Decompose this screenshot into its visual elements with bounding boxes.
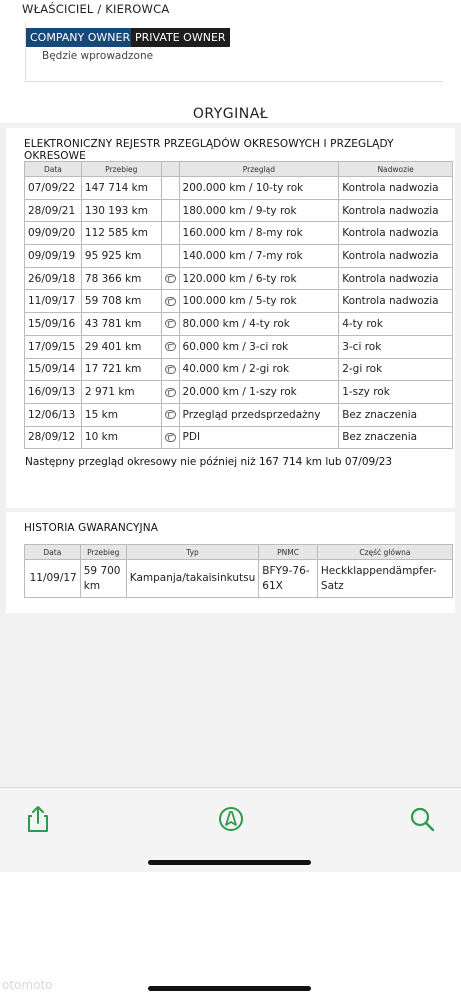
cell-icon bbox=[161, 313, 179, 336]
cell-mileage: 15 km bbox=[81, 403, 161, 426]
cell-body: Kontrola nadwozia bbox=[339, 245, 453, 268]
next-inspection-note: Następny przegląd okresowy nie później niż 167 714 km lub 07/09/23 bbox=[25, 456, 393, 468]
inspections-section bbox=[6, 128, 455, 508]
search-icon[interactable] bbox=[409, 805, 435, 833]
cell-service: 140.000 km / 7-my rok bbox=[179, 245, 339, 268]
cell-icon bbox=[161, 403, 179, 426]
cell-date: 09/09/20 bbox=[25, 222, 82, 245]
cell-icon bbox=[161, 267, 179, 290]
table-row bbox=[25, 313, 453, 336]
cell-icon bbox=[161, 426, 179, 449]
blank-area bbox=[0, 872, 461, 999]
mazda-logo-icon bbox=[165, 433, 176, 442]
warranty-table bbox=[24, 544, 453, 598]
inspections-table bbox=[24, 161, 453, 449]
col-icon bbox=[161, 162, 179, 177]
cell-date: 17/09/15 bbox=[25, 335, 82, 358]
w-cell-pnmc: BFY9-76-61X bbox=[259, 560, 318, 598]
owner-row bbox=[25, 22, 443, 82]
w-col-pnmc: PNMC bbox=[259, 545, 318, 560]
cell-date: 26/09/18 bbox=[25, 267, 82, 290]
cell-service: Przegląd przedsprzedażny bbox=[179, 403, 339, 426]
cell-mileage: 10 km bbox=[81, 426, 161, 449]
col-date: Data bbox=[25, 162, 82, 177]
mazda-logo-icon bbox=[165, 365, 176, 374]
w-col-type: Typ bbox=[126, 545, 259, 560]
w-col-mileage: Przebieg bbox=[80, 545, 126, 560]
cell-icon bbox=[161, 335, 179, 358]
owner-note: Będzie wprowadzone bbox=[42, 50, 154, 62]
col-service: Przegląd bbox=[179, 162, 339, 177]
cell-body: Kontrola nadwozia bbox=[339, 177, 453, 200]
col-body: Nadwozie bbox=[339, 162, 453, 177]
cell-icon bbox=[161, 290, 179, 313]
cell-mileage: 43 781 km bbox=[81, 313, 161, 336]
table-row bbox=[25, 199, 453, 222]
cell-service: 160.000 km / 8-my rok bbox=[179, 222, 339, 245]
cell-date: 09/09/19 bbox=[25, 245, 82, 268]
cell-date: 16/09/13 bbox=[25, 381, 82, 404]
cell-body: Kontrola nadwozia bbox=[339, 199, 453, 222]
table-row bbox=[25, 267, 453, 290]
watermark: otomoto bbox=[2, 978, 53, 992]
cell-body: 3-ci rok bbox=[339, 335, 453, 358]
cell-icon bbox=[161, 222, 179, 245]
table-row bbox=[25, 222, 453, 245]
mazda-logo-icon bbox=[165, 388, 176, 397]
mazda-logo-icon bbox=[165, 342, 176, 351]
cell-mileage: 130 193 km bbox=[81, 199, 161, 222]
cell-mileage: 95 925 km bbox=[81, 245, 161, 268]
original-heading: ORYGINAŁ bbox=[0, 95, 461, 123]
cell-service: 180.000 km / 9-ty rok bbox=[179, 199, 339, 222]
w-cell-type: Kampanja/takaisinkutsu bbox=[126, 560, 259, 598]
col-mileage: Przebieg bbox=[81, 162, 161, 177]
cell-date: 15/09/14 bbox=[25, 358, 82, 381]
cell-icon bbox=[161, 199, 179, 222]
cell-mileage: 29 401 km bbox=[81, 335, 161, 358]
w-cell-part: Heckklappendämpfer-Satz bbox=[317, 560, 452, 598]
table-row bbox=[25, 358, 453, 381]
company-owner-button[interactable]: COMPANY OWNER bbox=[26, 28, 134, 47]
cell-body: Kontrola nadwozia bbox=[339, 290, 453, 313]
table-row bbox=[25, 290, 453, 313]
owner-title: WŁAŚCICIEL / KIEROWCA bbox=[22, 2, 170, 16]
cell-date: 28/09/21 bbox=[25, 199, 82, 222]
table-row bbox=[25, 245, 453, 268]
cell-service: 200.000 km / 10-ty rok bbox=[179, 177, 339, 200]
cell-body: Bez znaczenia bbox=[339, 426, 453, 449]
cell-mileage: 78 366 km bbox=[81, 267, 161, 290]
mazda-logo-icon bbox=[165, 319, 176, 328]
table-row bbox=[25, 426, 453, 449]
cell-date: 07/09/22 bbox=[25, 177, 82, 200]
private-owner-button[interactable]: PRIVATE OWNER bbox=[131, 28, 230, 47]
cell-mileage: 59 708 km bbox=[81, 290, 161, 313]
table-row bbox=[25, 335, 453, 358]
cell-service: 60.000 km / 3-ci rok bbox=[179, 335, 339, 358]
cell-icon bbox=[161, 245, 179, 268]
cell-icon bbox=[161, 358, 179, 381]
cell-icon bbox=[161, 177, 179, 200]
home-indicator-secondary[interactable] bbox=[148, 986, 311, 991]
cell-body: Kontrola nadwozia bbox=[339, 222, 453, 245]
home-indicator[interactable] bbox=[148, 860, 311, 865]
cell-service: 100.000 km / 5-ty rok bbox=[179, 290, 339, 313]
table-row bbox=[25, 381, 453, 404]
cell-icon bbox=[161, 381, 179, 404]
cell-body: Bez znaczenia bbox=[339, 403, 453, 426]
cell-body: 2-gi rok bbox=[339, 358, 453, 381]
cell-date: 11/09/17 bbox=[25, 290, 82, 313]
cell-body: 4-ty rok bbox=[339, 313, 453, 336]
cell-service: PDI bbox=[179, 426, 339, 449]
cell-body: Kontrola nadwozia bbox=[339, 267, 453, 290]
table-row bbox=[25, 403, 453, 426]
cell-date: 12/06/13 bbox=[25, 403, 82, 426]
owner-section bbox=[0, 0, 461, 95]
cell-service: 80.000 km / 4-ty rok bbox=[179, 313, 339, 336]
mazda-logo-icon bbox=[165, 274, 176, 283]
warranty-section bbox=[6, 512, 455, 613]
table-row bbox=[25, 560, 453, 598]
cell-service: 40.000 km / 2-gi rok bbox=[179, 358, 339, 381]
cell-service: 120.000 km / 6-ty rok bbox=[179, 267, 339, 290]
cell-mileage: 147 714 km bbox=[81, 177, 161, 200]
cell-mileage: 17 721 km bbox=[81, 358, 161, 381]
inspections-title: ELEKTRONICZNY REJESTR PRZEGLĄDÓW OKRESOWYCH I PRZEGLĄDY OKRESOWE bbox=[24, 138, 394, 162]
share-icon[interactable] bbox=[25, 805, 51, 833]
cell-body: 1-szy rok bbox=[339, 381, 453, 404]
table-row bbox=[25, 177, 453, 200]
mazda-logo-icon bbox=[165, 410, 176, 419]
cell-mileage: 2 971 km bbox=[81, 381, 161, 404]
cell-service: 20.000 km / 1-szy rok bbox=[179, 381, 339, 404]
w-col-part: Część główna bbox=[317, 545, 452, 560]
w-col-date: Data bbox=[25, 545, 81, 560]
cell-date: 28/09/12 bbox=[25, 426, 82, 449]
cell-mileage: 112 585 km bbox=[81, 222, 161, 245]
safari-compass-icon[interactable] bbox=[217, 805, 245, 833]
w-cell-date: 11/09/17 bbox=[25, 560, 81, 598]
cell-date: 15/09/16 bbox=[25, 313, 82, 336]
mazda-logo-icon bbox=[165, 297, 176, 306]
w-cell-mileage: 59 700 km bbox=[80, 560, 126, 598]
warranty-title: HISTORIA GWARANCYJNA bbox=[24, 522, 158, 534]
